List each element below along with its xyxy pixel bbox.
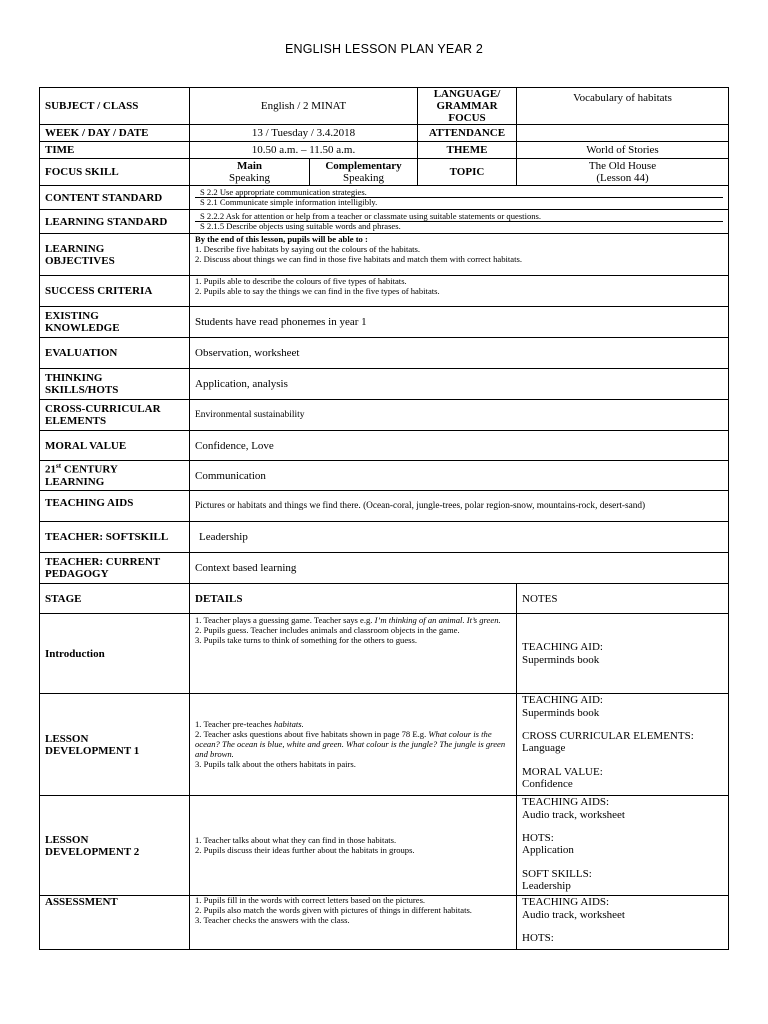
- assessment-details: [190, 896, 517, 950]
- assessment-note-3: HOTS:: [522, 931, 554, 944]
- dev1-label-line1: LESSON: [45, 732, 89, 745]
- objectives-label: [40, 234, 190, 276]
- intro-detail-1b: I’m thinking of an animal. It’s green.: [374, 615, 501, 626]
- objectives-value: [190, 234, 729, 276]
- time-value: 10.50 a.m. – 11.50 a.m.: [190, 142, 418, 159]
- subject-value: English / 2 MINAT: [190, 88, 418, 125]
- dev2-note-2: Audio track, worksheet: [522, 808, 625, 821]
- development-2-details: [190, 796, 517, 896]
- row-development-2: [40, 796, 729, 896]
- softskill-value: Leadership: [190, 522, 729, 553]
- pedagogy-label: [40, 553, 190, 584]
- intro-note-2: Superminds book: [522, 653, 600, 666]
- dev1-note-1: TEACHING AID:: [522, 694, 603, 707]
- century-label-rest: CENTURY: [61, 464, 118, 477]
- existing-value: Students have read phonemes in year 1: [190, 307, 729, 338]
- development-2-label: [40, 796, 190, 896]
- row-assessment: [40, 896, 729, 950]
- cross-value: Environmental sustainability: [190, 400, 729, 431]
- topic-value: [517, 159, 729, 186]
- theme-value: World of Stories: [517, 142, 729, 159]
- dev1-detail-1b: habitats.: [273, 719, 304, 730]
- cross-label-line2: ELEMENTS: [45, 415, 107, 428]
- focus-main-value: Speaking: [229, 172, 270, 185]
- dev1-note-2: Superminds book: [522, 706, 600, 719]
- row-thinking: [40, 369, 729, 400]
- row-softskill: [40, 522, 729, 553]
- intro-detail-1a: 1. Teacher plays a guessing game. Teacher says e.g.: [195, 615, 375, 626]
- thinking-label-line1: THINKING: [45, 372, 103, 385]
- success-value: [190, 276, 729, 307]
- row-cross-curricular: [40, 400, 729, 431]
- cross-label-line1: CROSS-CURRICULAR: [45, 403, 161, 416]
- dev1-detail-3: 3. Pupils talk about the others habitats in pairs.: [195, 758, 356, 769]
- intro-note-1: TEACHING AID:: [522, 641, 603, 654]
- focus-complementary: [310, 159, 418, 186]
- dev2-label-line2: DEVELOPMENT 2: [45, 845, 140, 858]
- language-value: Vocabulary of habitats: [517, 88, 729, 125]
- row-stage-header: [40, 584, 729, 614]
- focus-label: FOCUS SKILL: [40, 159, 190, 186]
- evaluation-value: Observation, worksheet: [190, 338, 729, 369]
- introduction-details: [190, 614, 517, 694]
- notes-header: NOTES: [517, 584, 729, 614]
- row-introduction: [40, 614, 729, 694]
- aids-value: Pictures or habitats and things we find there. (Ocean-coral, jungle-trees, polar region-snow, mountains-rock, desert-sand): [190, 491, 729, 522]
- assessment-label: ASSESSMENT: [40, 896, 190, 950]
- dev1-detail-1a: 1. Teacher pre-teaches: [195, 719, 274, 730]
- row-time: [40, 142, 729, 159]
- row-subject: [40, 88, 729, 125]
- century-label: [40, 461, 190, 491]
- assessment-detail-3: 3. Teacher checks the answers with the class.: [195, 915, 350, 926]
- century-label-sup: st: [56, 462, 62, 471]
- existing-label: [40, 307, 190, 338]
- focus-comp-label: Complementary: [325, 160, 402, 173]
- lesson-plan-table: [39, 87, 729, 950]
- details-header: DETAILS: [190, 584, 517, 614]
- dev2-detail-2: 2. Pupils discuss their ideas further about the habitats in groups.: [195, 844, 415, 855]
- stage-header: STAGE: [40, 584, 190, 614]
- assessment-detail-1: 1. Pupils fill in the words with correct letters based on the pictures.: [195, 895, 426, 906]
- learning-standard-label: LEARNING STANDARD: [40, 210, 190, 234]
- success-2: 2. Pupils able to say the things we can find in the five types of habitats.: [195, 285, 440, 296]
- page-title: ENGLISH LESSON PLAN YEAR 2: [284, 42, 484, 56]
- learning-standard-value: [190, 210, 729, 234]
- assessment-note-1: TEACHING AIDS:: [522, 896, 610, 909]
- assessment-notes: [517, 896, 729, 950]
- row-week: [40, 125, 729, 142]
- content-standard-2: S 2.1 Communicate simple information intelligibly.: [195, 197, 723, 208]
- dev2-note-1: TEACHING AIDS:: [522, 796, 610, 809]
- language-label: [418, 88, 517, 125]
- development-1-details: [190, 694, 517, 796]
- development-1-notes: [517, 694, 729, 796]
- success-label: SUCCESS CRITERIA: [40, 276, 190, 307]
- row-existing: [40, 307, 729, 338]
- row-content-standard: [40, 186, 729, 210]
- row-learning-standard: [40, 210, 729, 234]
- assessment-detail-2: 2. Pupils also match the words given with pictures of things in different habitats.: [195, 905, 472, 916]
- topic-value-line1: The Old House: [588, 160, 657, 173]
- century-label-num: 21: [45, 464, 56, 477]
- development-1-label: [40, 694, 190, 796]
- evaluation-label: EVALUATION: [40, 338, 190, 369]
- row-success: [40, 276, 729, 307]
- dev2-note-5: SOFT SKILLS:: [522, 867, 592, 880]
- aids-label: TEACHING AIDS: [40, 491, 190, 522]
- dev1-note-5: MORAL VALUE:: [522, 765, 603, 778]
- content-standard-label: CONTENT STANDARD: [40, 186, 190, 210]
- theme-label: THEME: [418, 142, 517, 159]
- week-label: WEEK / DAY / DATE: [40, 125, 190, 142]
- dev1-note-3: CROSS CURRICULAR ELEMENTS:: [522, 729, 694, 742]
- intro-detail-3: 3. Pupils take turns to think of something for the others to guess.: [195, 635, 417, 646]
- row-development-1: [40, 694, 729, 796]
- moral-value: Confidence, Love: [190, 431, 729, 461]
- softskill-label: TEACHER: SOFTSKILL: [40, 522, 190, 553]
- thinking-label: [40, 369, 190, 400]
- row-focus: [40, 159, 729, 186]
- dev1-detail-2a: 2. Teacher asks questions about five habitats shown in page 78 E.g.: [195, 728, 429, 739]
- cross-label: [40, 400, 190, 431]
- century-value: Communication: [190, 461, 729, 491]
- dev2-detail-1: 1. Teacher talks about what they can find in those habitats.: [195, 834, 397, 845]
- learning-standard-1: S 2.2.2 Ask for attention or help from a teacher or classmate using suitable statements or questions.: [200, 210, 542, 221]
- objectives-label-line2: OBJECTIVES: [45, 254, 115, 267]
- dev2-note-3: HOTS:: [522, 831, 554, 844]
- objective-1: 1. Describe five habitats by saying out the colours of the habitats.: [195, 243, 421, 254]
- intro-detail-2: 2. Pupils guess. Teacher includes animals and classroom objects in the game.: [195, 625, 460, 636]
- language-label-line1: LANGUAGE/: [433, 88, 501, 100]
- attendance-label: ATTENDANCE: [418, 125, 517, 142]
- pedagogy-label-line2: PEDAGOGY: [45, 568, 109, 581]
- topic-value-line2: (Lesson 44): [596, 172, 649, 185]
- row-pedagogy: [40, 553, 729, 584]
- week-value: 13 / Tuesday / 3.4.2018: [190, 125, 418, 142]
- focus-main: [190, 159, 310, 186]
- moral-label: MORAL VALUE: [40, 431, 190, 461]
- row-teaching-aids: [40, 491, 729, 522]
- dev1-note-4: Language: [522, 742, 566, 755]
- pedagogy-label-line1: TEACHER: CURRENT: [45, 556, 161, 569]
- row-evaluation: [40, 338, 729, 369]
- content-standard-value: [190, 186, 729, 210]
- existing-label-line2: KNOWLEDGE: [45, 322, 120, 335]
- focus-main-label: Main: [236, 160, 263, 173]
- focus-comp-value: Speaking: [343, 172, 384, 185]
- attendance-value: [517, 125, 729, 142]
- language-label-line2: GRAMMAR FOCUS: [436, 100, 498, 125]
- dev2-note-4: Application: [522, 844, 574, 857]
- topic-label: TOPIC: [418, 159, 517, 186]
- row-moral: [40, 431, 729, 461]
- century-label-line2: LEARNING: [45, 476, 105, 489]
- existing-label-line1: EXISTING: [45, 310, 99, 323]
- dev1-detail-2b: What colour is the ocean? The ocean is blue, white and green. What colour is the jungle? The jungle is green and brown.: [195, 728, 506, 759]
- development-2-notes: [517, 796, 729, 896]
- dev2-label-line1: LESSON: [45, 833, 89, 846]
- row-objectives: [40, 234, 729, 276]
- thinking-label-line2: SKILLS/HOTS: [45, 384, 119, 397]
- row-21st-century: [40, 461, 729, 491]
- dev2-note-6: Leadership: [522, 879, 571, 892]
- subject-label: SUBJECT / CLASS: [40, 88, 190, 125]
- learning-standard-2: S 2.1.5 Describe objects using suitable words and phrases.: [195, 221, 723, 232]
- introduction-label: Introduction: [40, 614, 190, 694]
- success-1: 1. Pupils able to describe the colours of five types of habitats.: [195, 276, 407, 287]
- introduction-notes: [517, 614, 729, 694]
- objectives-label-line1: LEARNING: [45, 242, 105, 255]
- pedagogy-value: Context based learning: [190, 553, 729, 584]
- time-label: TIME: [40, 142, 190, 159]
- assessment-note-2: Audio track, worksheet: [522, 908, 625, 921]
- content-standard-1: S 2.2 Use appropriate communication strategies.: [200, 186, 367, 197]
- dev1-note-6: Confidence: [522, 777, 573, 790]
- objectives-intro: By the end of this lesson, pupils will be able to :: [195, 234, 368, 245]
- dev1-label-line2: DEVELOPMENT 1: [45, 744, 140, 757]
- objective-2: 2. Discuss about things we can find in those five habitats and match them with correct habitats.: [195, 253, 522, 264]
- thinking-value: Application, analysis: [190, 369, 729, 400]
